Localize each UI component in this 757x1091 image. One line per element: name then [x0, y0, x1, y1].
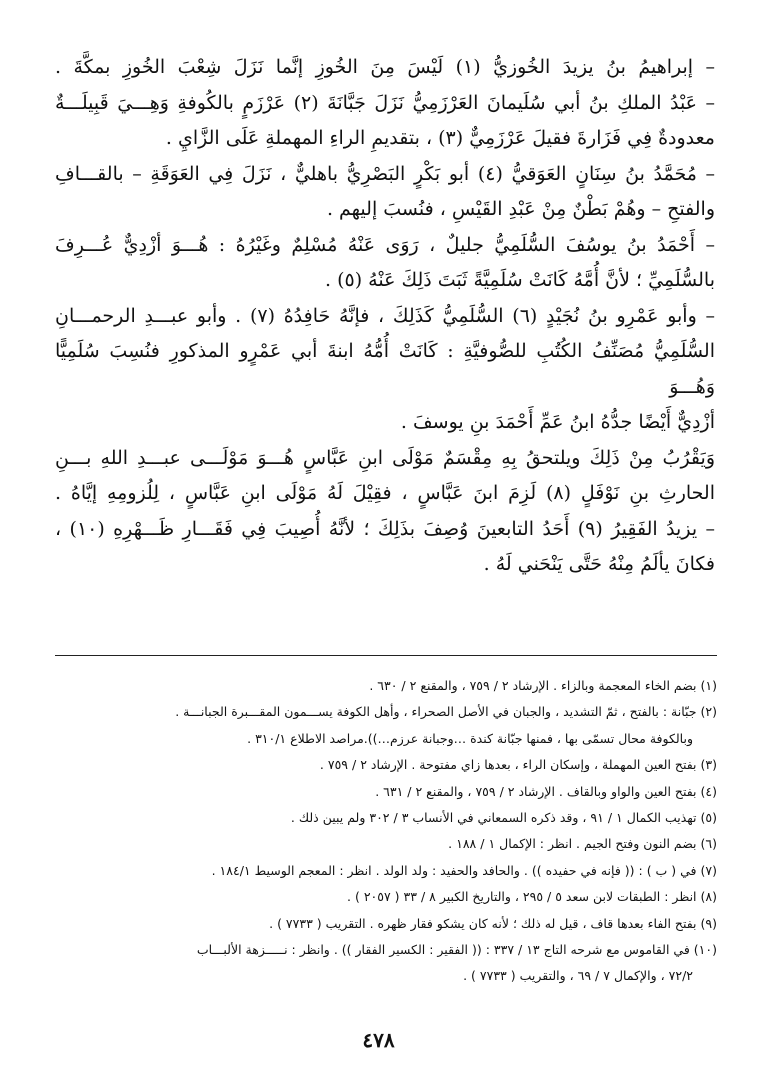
text-line: – يزيدُ الفَقِيرُ (٩) أَحَدُ التابعينَ وُصِفَ بذَلِكَ ؛ لأنَّهُ أُصِيبَ فِي فَقَـــارِ ظَـــهْرِهِ (١٠) ،: [55, 517, 716, 540]
footnote: (١٠) في القاموس مع شرحه التاج ١٣ / ٣٣٧ : (( الفقير : الكسير الفقار )) . وانظر : نـــــزهة الألبـــاب: [196, 942, 717, 958]
footnote-continuation: ٧٢/٢ ، والإكمال ٧ / ٦٩ ، والتقريب ( ٧٧٣٣ ) .: [463, 968, 693, 984]
footnotes: [55, 673, 717, 990]
text-line: معدودةٌ فِي فَزَارةَ فقيلَ عَرْزَمِيٌّ (٣) ، بتقديمِ الراءِ المهملةِ عَلَى الزَّايِ .: [165, 127, 715, 149]
text-line: – أَحْمَدُ بنُ يوسُفَ السُّلَمِيُّ جليلٌ ، رَوَى عَنْهُ مُسْلِمٌ وغَيْرُهُ : هُـــوَ أزْدِيٌّ عُـــرِفَ: [55, 233, 715, 256]
footnote: (٥) تهذيب الكمال ١ / ٩١ ، وقد ذكره السمعاني في الأنساب ٣ / ٣٠٢ ولم يبين ذلك .: [290, 810, 717, 826]
footnote: (١) بضم الخاء المعجمة وبالزاء . الإرشاد ٢ / ٧٥٩ ، والمقنع ٢ / ٦٣٠ .: [369, 678, 717, 693]
text-line: فكانَ يألَمُ مِنْهُ حَتَّى يَنْحَني لَهُ .: [483, 553, 715, 575]
footnote: (٧) في ( ب ) : (( فإنه في حفيده )) . والحافد والحفيد : ولد الولد . انظر : المعجم الوسيط ١٨٤/١ .: [211, 862, 717, 878]
text-line: والفتحِ – وهُمْ بَطْنٌ مِنْ عَبْدِ القَيْسِ ، فنُسبَ إليهم .: [326, 198, 715, 220]
text-line: – وأبو عَمْرِو بنُ نُجَيْدٍ (٦) السُّلَمِيُّ كَذَلِكَ ، فإنَّهُ حَافِدُهُ (٧) . وأبو عبـــدِ الرحمـــانِ: [55, 304, 715, 327]
footnote: (٦) بضم النون وفتح الجيم . انظر : الإكمال ١ / ١٨٨ .: [448, 836, 717, 852]
text-line: أزْدِيٌّ أَيْضًا جدُّهُ ابنُ عَمِّ أَحْمَدَ بنِ يوسفَ .: [400, 411, 715, 433]
footnote-continuation: وبالكوفة محال تسمّى بها ، فمنها جبّانة كندة …وجبانة عرزم…)).مراصد الاطلاع ٣١٠/١ .: [247, 730, 693, 746]
text-line: وَيَقْرُبُ مِنْ ذَلِكَ ويلتحقُ بِهِ مِقْسَمٌ مَوْلَى ابنِ عَبَّاسٍ هُـــوَ مَوْلَـــى عبـــدِ اللهِ بـــنِ: [55, 446, 715, 469]
footnote: (٩) بفتح الفاء بعدها قاف ، قيل له ذلك ؛ لأنه كان يشكو فقار ظهره . التقريب ( ٧٧٣٣ ) .: [269, 915, 717, 931]
footnote: (٢) جبّانة : بالفتح ، ثمّ التشديد ، والجبان في الأصل الصحراء ، وأهل الكوفة يســـمون المقـــبرة الجبانـــة .: [175, 704, 717, 720]
footnote-divider: [55, 655, 717, 656]
text-line: – إبراهيمُ بنُ يزيدَ الخُوزيُّ (١) لَيْسَ مِنَ الخُوزِ إنَّما نَزَلَ شِعْبَ الخُوزِ بمكَّةَ .: [55, 56, 715, 78]
text-line: – عَبْدُ الملكِ بنُ أبي سُلَيمانَ العَرْزَمِيُّ نَزَلَ جَبَّانَةَ (٢) عَرْزَمٍ بالكُوفةِ وَهِـــيَ قَبِيلَـــةٌ: [55, 91, 716, 114]
footnote: (٤) بفتح العين والواو وبالقاف . الإرشاد ٢ / ٧٥٩ ، والمقنع ٢ / ٦٣١ .: [375, 783, 717, 799]
text-line: بالسُّلَمِيِّ ؛ لأنَّ أُمَّهُ كَانَتْ سُلَمِيَّةً ثَبَتَ ذَلِكَ عَنْهُ (٥) .: [325, 269, 715, 291]
footnote: (٣) بفتح العين المهملة ، وإسكان الراء ، بعدها زاي مفتوحة . الإرشاد ٢ / ٧٥٩ .: [319, 757, 717, 773]
main-text: [55, 50, 715, 583]
footnote: (٨) انظر : الطبقات لابن سعد ٥ / ٢٩٥ ، والتاريخ الكبير ٨ / ٣٣ ( ٢٠٥٧ ) .: [347, 889, 717, 905]
text-line: الحارثِ بنِ نَوْفَلٍ (٨) لَزِمَ ابنَ عَبَّاسٍ ، فقِيْلَ لَهُ مَوْلَى ابنِ عَبَّاسٍ ، لِلُزومِهِ إيَّاهُ .: [55, 482, 715, 504]
page-number: ٤٧٨: [362, 1028, 395, 1052]
text-line: – مُحَمَّدُ بنُ سِنَانٍ العَوَقيُّ (٤) أبو بَكْرٍ البَصْرِيُّ باهليٌّ ، نَزَلَ فِي العَوَقَةِ – بالقـــافِ: [55, 162, 716, 185]
text-line: السُّلَمِيُّ مُصَنِّفُ الكُتُبِ للصُّوفيَّةِ : كَانَتْ أُمُّهُ ابنةَ أبي عَمْرٍو المذكورِ فنُسِبَ سُلَمِيًّا وَهُـــوَ: [55, 340, 715, 398]
